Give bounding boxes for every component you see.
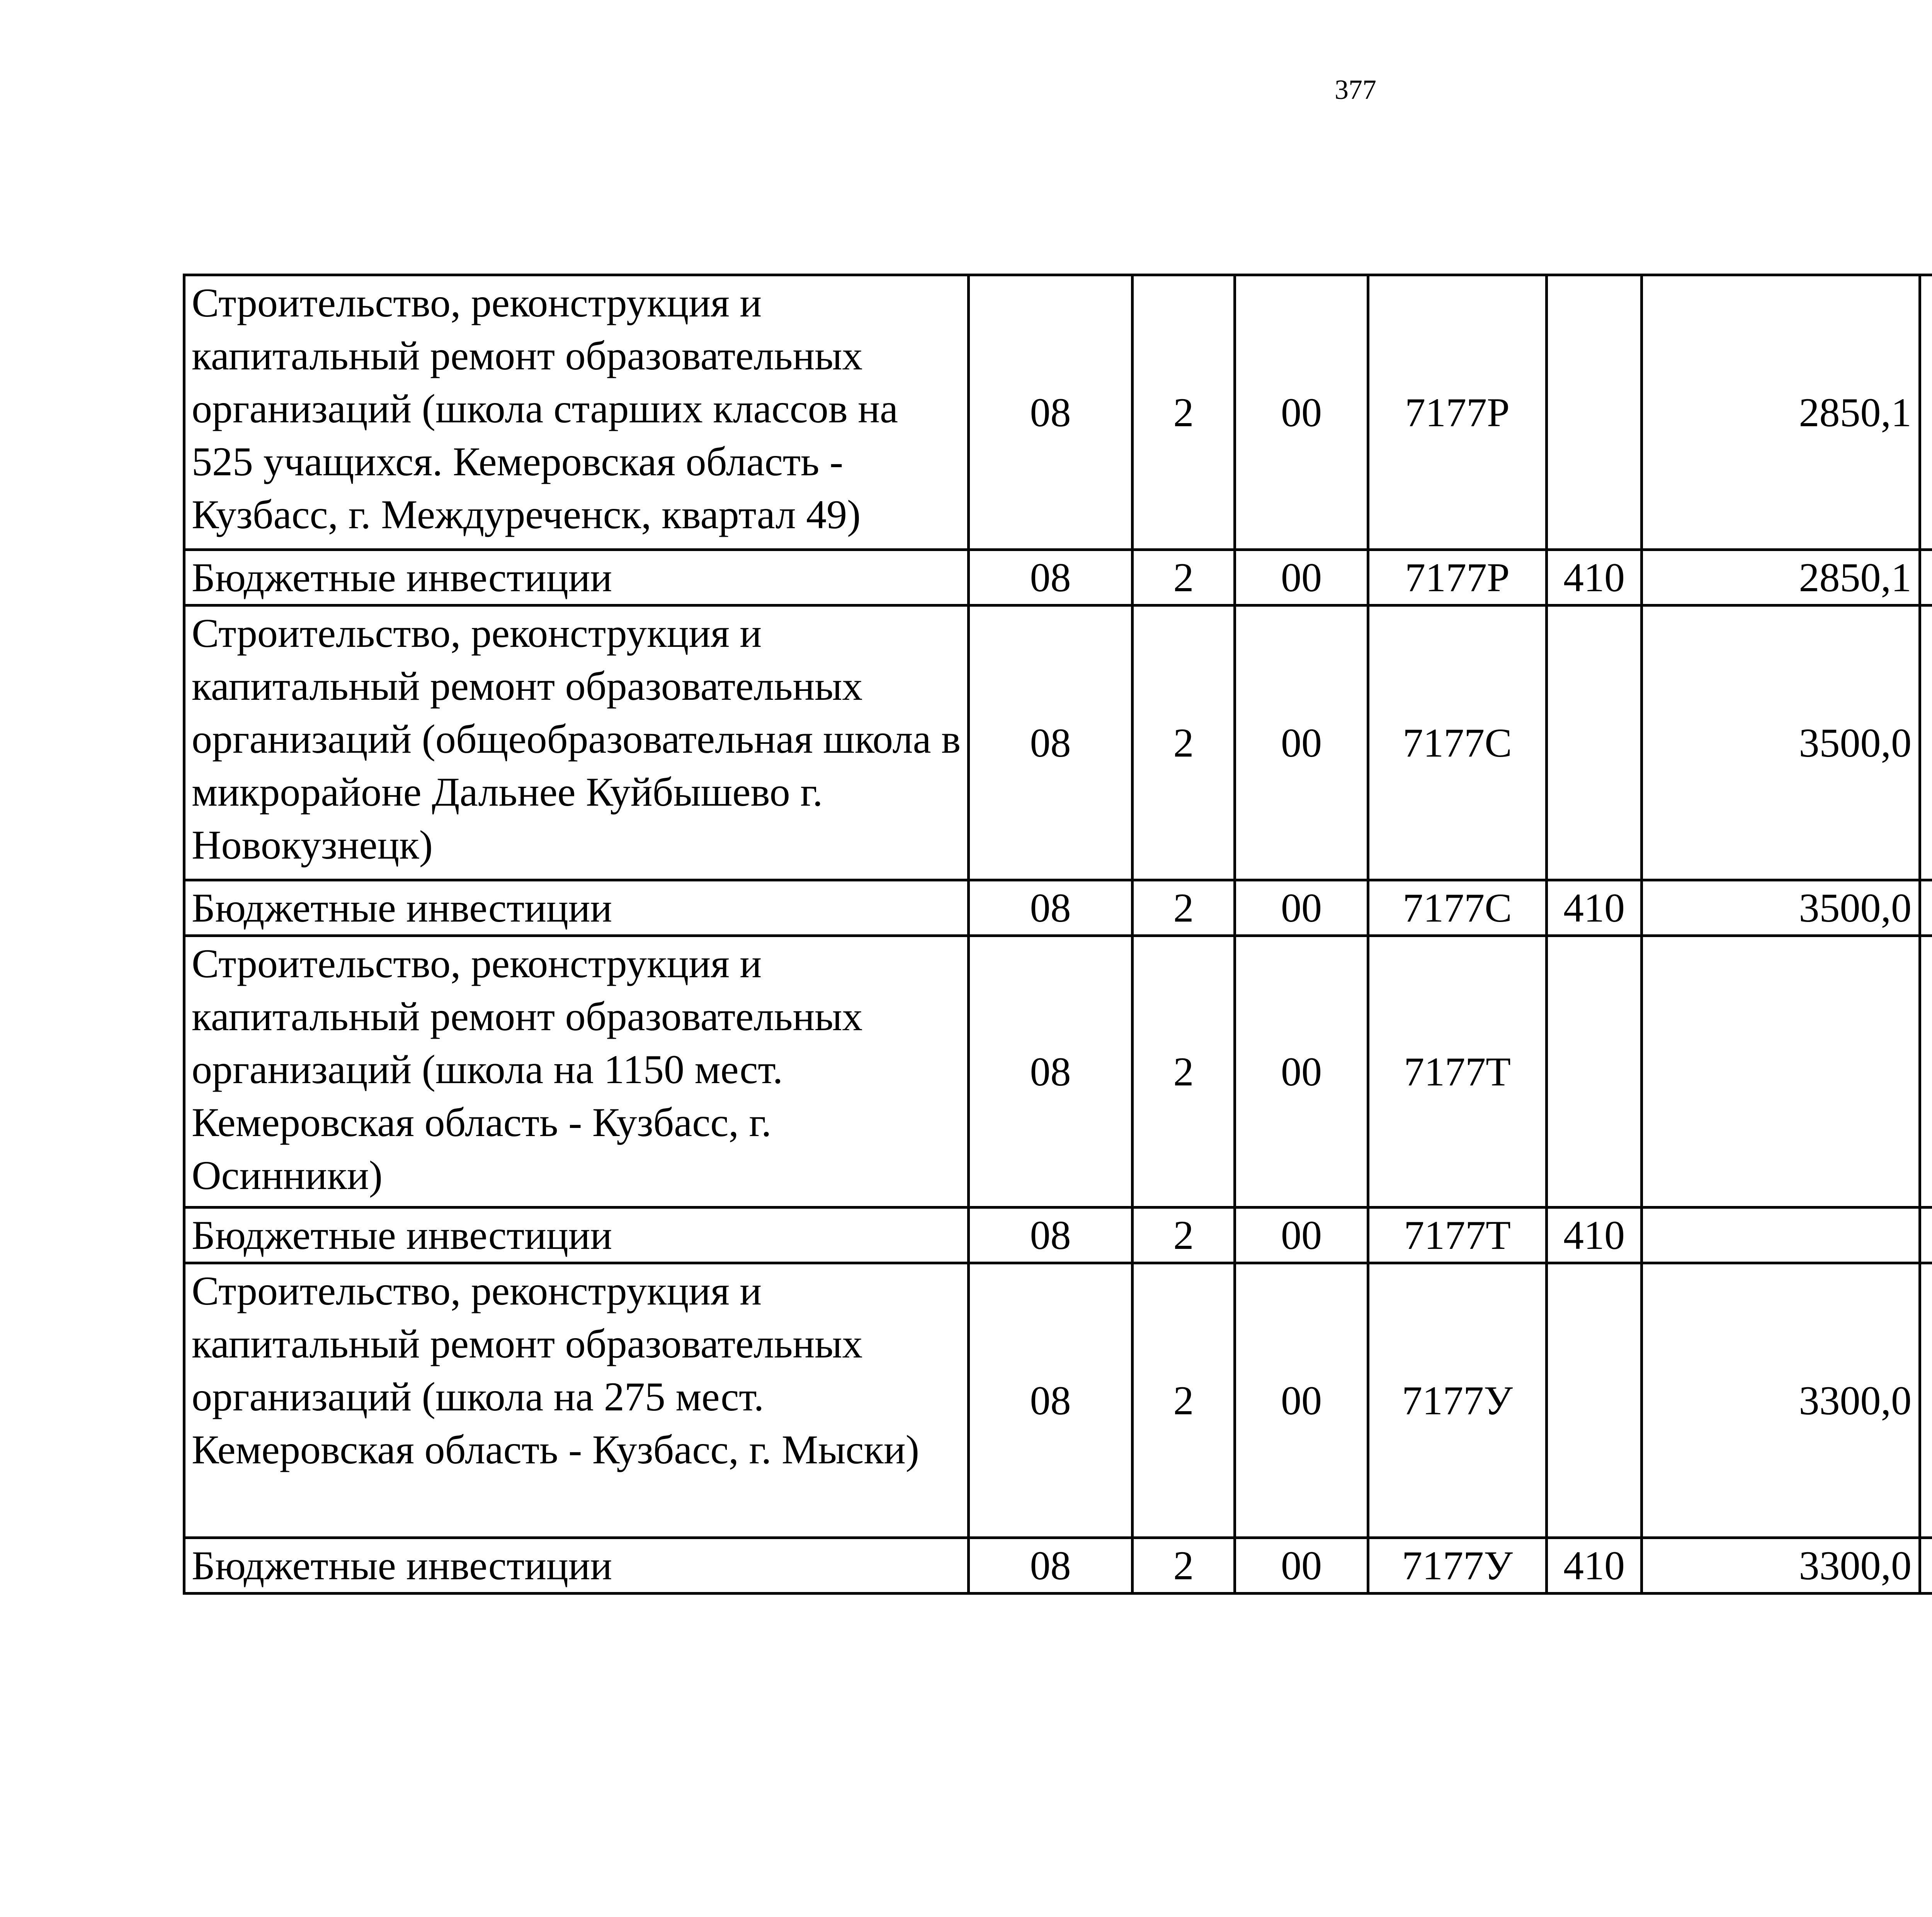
expense-type-code: 410 [1547,1208,1642,1263]
section-code: 08 [969,880,1133,936]
subprogram-code: 00 [1235,550,1368,606]
section-code: 08 [969,550,1133,606]
row-name: Бюджетные инвестиции [184,1538,969,1594]
section-code: 08 [969,936,1133,1208]
amount-year1: 3500,0 [1642,880,1920,936]
row-name: Бюджетные инвестиции [184,550,969,606]
subprogram-code: 00 [1235,936,1368,1208]
expense-type-code: 410 [1547,880,1642,936]
amount-year1: 3300,0 [1642,1538,1920,1594]
direction-code: 7177Р [1368,550,1547,606]
program-code: 2 [1133,1263,1235,1538]
direction-code: 7177С [1368,880,1547,936]
expense-type-code: 410 [1547,550,1642,606]
section-code: 08 [969,1263,1133,1538]
subprogram-code: 00 [1235,880,1368,936]
program-code: 2 [1133,275,1235,550]
page-number: 377 [1335,74,1376,105]
table-row [184,606,1932,880]
section-code: 08 [969,1208,1133,1263]
expense-type-code: 410 [1547,1538,1642,1594]
program-code: 2 [1133,1538,1235,1594]
amount-year1 [1642,1208,1920,1263]
direction-code: 7177Т [1368,1208,1547,1263]
subprogram-code: 00 [1235,1538,1368,1594]
table-row [184,1263,1932,1538]
amount-year1: 3300,0 [1642,1263,1920,1538]
expense-type-code [1547,936,1642,1208]
table-row [184,1208,1932,1263]
expense-type-code [1547,1263,1642,1538]
direction-code: 7177С [1368,606,1547,880]
amount-year2 [1920,1263,1932,1538]
row-name: Строительство, реконструкция и капитальный ремонт образовательных организаций (общеобразовательная школа в микрорайоне Дальнее Куйбышево г. Новокузнецк) [184,606,969,880]
subprogram-code: 00 [1235,1208,1368,1263]
table-row [184,880,1932,936]
amount-year2 [1920,606,1932,880]
program-code: 2 [1133,1208,1235,1263]
direction-code: 7177У [1368,1263,1547,1538]
amount-year1: 3500,0 [1642,606,1920,880]
expense-type-code [1547,275,1642,550]
row-name: Строительство, реконструкция и капитальный ремонт образовательных организаций (школа на 275 мест. Кемеровская область - Кузбасс, г. Мыски) [184,1263,969,1538]
subprogram-code: 00 [1235,1263,1368,1538]
direction-code: 7177У [1368,1538,1547,1594]
expense-type-code [1547,606,1642,880]
table-row [184,550,1932,606]
subprogram-code: 00 [1235,606,1368,880]
subprogram-code: 00 [1235,275,1368,550]
section-code: 08 [969,275,1133,550]
amount-year2 [1920,1208,1932,1263]
table-row [184,1538,1932,1594]
amount-year2 [1920,880,1932,936]
program-code: 2 [1133,606,1235,880]
program-code: 2 [1133,880,1235,936]
amount-year1: 2850,1 [1642,550,1920,606]
amount-year1 [1642,936,1920,1208]
amount-year2 [1920,275,1932,550]
row-name: Строительство, реконструкция и капитальный ремонт образовательных организаций (школа старших классов на 525 учащихся. Кемеровская область - Кузбасс, г. Междуреченск, квартал 49) [184,275,969,550]
row-name: Бюджетные инвестиции [184,1208,969,1263]
direction-code: 7177Р [1368,275,1547,550]
direction-code: 7177Т [1368,936,1547,1208]
row-name: Бюджетные инвестиции [184,880,969,936]
program-code: 2 [1133,550,1235,606]
table-row [184,275,1932,550]
amount-year2 [1920,550,1932,606]
table-row [184,936,1932,1208]
section-code: 08 [969,1538,1133,1594]
section-code: 08 [969,606,1133,880]
amount-year1: 2850,1 [1642,275,1920,550]
amount-year2 [1920,936,1932,1208]
program-code: 2 [1133,936,1235,1208]
amount-year2 [1920,1538,1932,1594]
row-name: Строительство, реконструкция и капитальный ремонт образовательных организаций (школа на 1150 мест. Кемеровская область - Кузбасс, г. Осинники) [184,936,969,1208]
budget-table [183,274,1932,1595]
